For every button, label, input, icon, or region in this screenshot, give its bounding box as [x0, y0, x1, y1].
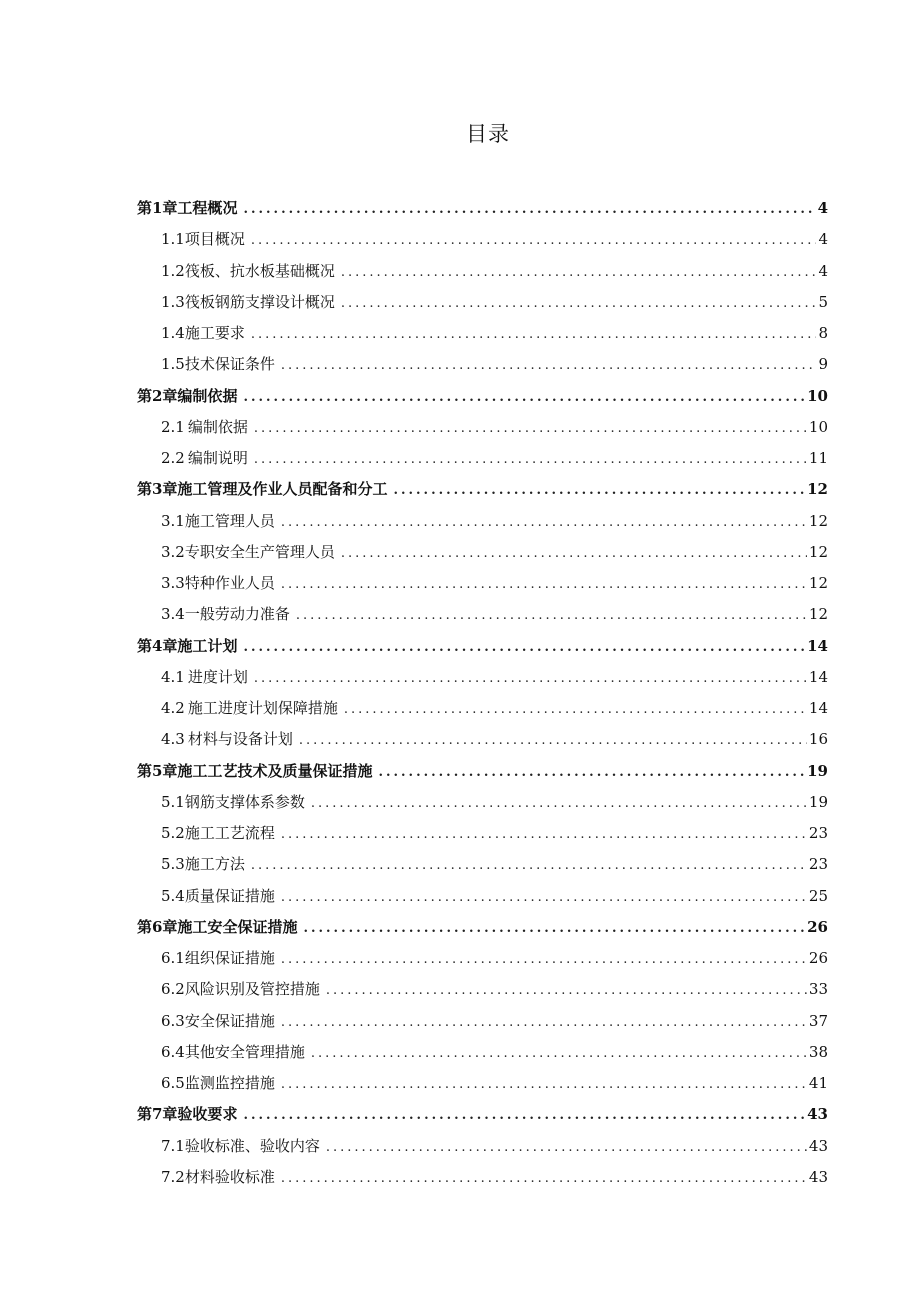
toc-entry-number: 6.3 [161, 1011, 185, 1030]
toc-page-number: 12 [808, 574, 828, 592]
toc-page-number: 43 [808, 1167, 828, 1186]
toc-page-number: 23 [808, 824, 828, 842]
toc-entry-number: 1.1 [161, 230, 185, 249]
toc-list [137, 193, 828, 1193]
toc-entry-label: 施工工艺流程 [184, 824, 275, 842]
toc-dot-leader [311, 1038, 807, 1069]
toc-entry-label: 其他安全管理措施 [184, 1042, 305, 1061]
toc-entry-label: 钢筋支撑体系参数 [184, 792, 305, 811]
toc-page-number: 14 [808, 699, 828, 717]
toc-section-entry[interactable] [137, 974, 828, 1005]
toc-dot-leader [326, 975, 807, 1006]
toc-dot-leader [251, 319, 817, 350]
toc-dot-leader [243, 632, 805, 663]
toc-dot-leader [281, 882, 807, 913]
toc-section-entry[interactable] [137, 1037, 828, 1068]
toc-page-number: 4 [818, 261, 828, 280]
toc-dot-leader [243, 194, 815, 225]
toc-chapter-entry[interactable] [137, 756, 828, 787]
toc-entry-label: 编制依据 [187, 417, 248, 436]
toc-dot-leader [281, 507, 807, 538]
toc-section-entry[interactable] [137, 1131, 828, 1162]
toc-dot-leader [254, 413, 807, 444]
toc-entry-number: 6.4 [161, 1042, 185, 1061]
toc-page-number: 9 [818, 355, 828, 374]
toc-entry-label: 第3章施工管理及作业人员配备和分工 [137, 480, 388, 499]
toc-entry-label: 筏板、抗水板基础概况 [184, 261, 335, 280]
toc-section-entry[interactable] [137, 599, 828, 630]
toc-entry-number: 2.2 [161, 449, 185, 467]
toc-section-entry[interactable] [137, 412, 828, 443]
toc-page-number: 12 [808, 542, 828, 561]
toc-entry-number: 1.3 [161, 292, 185, 311]
toc-dot-leader [341, 257, 817, 288]
toc-page-number: 12 [808, 605, 828, 624]
toc-section-entry[interactable] [137, 1006, 828, 1037]
toc-page-number: 4 [817, 199, 828, 217]
toc-entry-number: 7.1 [161, 1136, 185, 1155]
toc-section-entry[interactable] [137, 287, 828, 318]
toc-dot-leader [254, 444, 807, 475]
toc-section-entry[interactable] [137, 787, 828, 818]
toc-entry-number: 3.1 [161, 511, 185, 530]
toc-section-entry[interactable] [137, 224, 828, 255]
toc-page-number: 23 [808, 855, 828, 874]
toc-page-number: 19 [808, 792, 828, 811]
toc-entry-number: 7.2 [161, 1167, 185, 1186]
toc-page-number: 14 [807, 636, 828, 655]
toc-entry-number: 6.5 [161, 1074, 185, 1092]
toc-section-entry[interactable] [137, 849, 828, 880]
toc-dot-leader [281, 1069, 807, 1100]
toc-entry-label: 第1章工程概况 [137, 199, 238, 217]
toc-entry-label: 安全保证措施 [184, 1011, 275, 1030]
toc-entry-number: 1.4 [161, 324, 185, 342]
toc-dot-leader [281, 569, 807, 600]
toc-entry-label: 进度计划 [187, 667, 248, 686]
toc-section-entry[interactable] [137, 443, 828, 474]
toc-page-number: 43 [807, 1105, 828, 1124]
toc-page-number: 33 [808, 980, 828, 999]
toc-page-number: 4 [818, 230, 828, 249]
toc-entry-number: 1.2 [161, 261, 185, 280]
toc-page-number: 10 [808, 417, 828, 436]
toc-section-entry[interactable] [137, 1068, 828, 1099]
toc-entry-number: 5.2 [161, 824, 185, 842]
toc-entry-label: 第5章施工工艺技术及质量保证措施 [137, 761, 373, 780]
toc-dot-leader [303, 913, 805, 944]
toc-dot-leader [378, 757, 805, 788]
toc-page-number: 37 [808, 1011, 828, 1030]
toc-entry-label: 施工方法 [184, 855, 245, 874]
toc-page-number: 41 [808, 1074, 828, 1092]
toc-section-entry[interactable] [137, 318, 828, 349]
toc-dot-leader [281, 944, 807, 975]
toc-section-entry[interactable] [137, 1162, 828, 1193]
toc-section-entry[interactable] [137, 537, 828, 568]
toc-dot-leader [344, 694, 807, 725]
toc-entry-number: 5.3 [161, 855, 185, 874]
toc-dot-leader [341, 538, 807, 569]
toc-entry-number: 5.4 [161, 886, 185, 905]
toc-entry-label: 第2章编制依据 [137, 386, 238, 405]
toc-entry-label: 材料验收标准 [184, 1167, 275, 1186]
toc-entry-number: 3.3 [161, 574, 185, 592]
toc-chapter-entry[interactable] [137, 631, 828, 662]
toc-page-number: 14 [808, 667, 828, 686]
toc-page-number: 12 [807, 480, 828, 499]
toc-entry-label: 施工要求 [184, 324, 245, 342]
toc-entry-label: 监测监控措施 [184, 1074, 275, 1092]
toc-entry-label: 施工管理人员 [184, 511, 275, 530]
toc-dot-leader [251, 850, 807, 881]
toc-dot-leader [243, 1100, 805, 1131]
toc-section-entry[interactable] [137, 881, 828, 912]
toc-dot-leader [299, 725, 807, 756]
toc-entry-number: 4.1 [161, 667, 185, 686]
toc-section-entry[interactable] [137, 943, 828, 974]
toc-chapter-entry[interactable] [137, 474, 828, 505]
toc-page-number: 8 [818, 324, 828, 342]
toc-entry-label: 组织保证措施 [184, 949, 275, 967]
toc-entry-label: 施工进度计划保障措施 [187, 699, 338, 717]
toc-dot-leader [243, 382, 805, 413]
toc-entry-label: 技术保证条件 [184, 355, 275, 374]
toc-dot-leader [251, 225, 817, 256]
toc-dot-leader [296, 600, 807, 631]
toc-entry-label: 验收标准、验收内容 [184, 1136, 320, 1155]
toc-page-number: 26 [807, 917, 828, 936]
toc-entry-label: 一般劳动力准备 [184, 605, 290, 624]
toc-dot-leader [281, 1007, 807, 1038]
toc-entry-label: 第4章施工计划 [137, 636, 238, 655]
toc-entry-label: 第7章验收要求 [137, 1105, 238, 1124]
toc-entry-number: 1.5 [161, 355, 185, 374]
toc-section-entry[interactable] [137, 506, 828, 537]
toc-page-number: 16 [808, 730, 828, 749]
toc-dot-leader [326, 1132, 807, 1163]
toc-chapter-entry[interactable] [137, 1099, 828, 1130]
toc-dot-leader [281, 819, 807, 850]
toc-section-entry[interactable] [137, 693, 828, 724]
toc-dot-leader [281, 1163, 807, 1194]
toc-entry-label: 专职安全生产管理人员 [184, 542, 335, 561]
toc-entry-number: 6.1 [161, 949, 185, 967]
toc-page-number: 43 [808, 1136, 828, 1155]
toc-title: 目录 [466, 122, 510, 146]
toc-page-number: 19 [807, 761, 828, 780]
toc-entry-label: 第6章施工安全保证措施 [137, 917, 298, 936]
toc-page-number: 11 [808, 449, 828, 467]
toc-chapter-entry[interactable] [137, 193, 828, 224]
toc-entry-number: 4.3 [161, 730, 185, 749]
toc-dot-leader [393, 475, 805, 506]
toc-section-entry[interactable] [137, 568, 828, 599]
toc-section-entry[interactable] [137, 349, 828, 380]
toc-entry-label: 筏板钢筋支撑设计概况 [184, 292, 335, 311]
toc-entry-number: 3.4 [161, 605, 185, 624]
toc-entry-number: 5.1 [161, 792, 185, 811]
toc-page-number: 26 [808, 949, 828, 967]
toc-chapter-entry[interactable] [137, 912, 828, 943]
toc-entry-label: 材料与设备计划 [187, 730, 293, 749]
toc-dot-leader [281, 350, 817, 381]
toc-dot-leader [341, 288, 817, 319]
toc-entry-number: 4.2 [161, 699, 185, 717]
toc-entry-label: 编制说明 [187, 449, 248, 467]
toc-section-entry[interactable] [137, 818, 828, 849]
toc-page-number: 12 [808, 511, 828, 530]
toc-dot-leader [254, 663, 807, 694]
toc-entry-label: 项目概况 [184, 230, 245, 249]
toc-entry-label: 特种作业人员 [184, 574, 275, 592]
toc-entry-number: 2.1 [161, 417, 185, 436]
toc-section-entry[interactable] [137, 662, 828, 693]
toc-section-entry[interactable] [137, 724, 828, 755]
toc-entry-number: 6.2 [161, 980, 185, 999]
toc-page-number: 10 [807, 386, 828, 405]
toc-chapter-entry[interactable] [137, 381, 828, 412]
toc-dot-leader [311, 788, 807, 819]
toc-entry-label: 风险识别及管控措施 [184, 980, 320, 999]
toc-entry-label: 质量保证措施 [184, 886, 275, 905]
toc-section-entry[interactable] [137, 256, 828, 287]
toc-page-number: 25 [808, 886, 828, 905]
toc-entry-number: 3.2 [161, 542, 185, 561]
toc-page-number: 38 [808, 1042, 828, 1061]
toc-page-number: 5 [818, 292, 828, 311]
